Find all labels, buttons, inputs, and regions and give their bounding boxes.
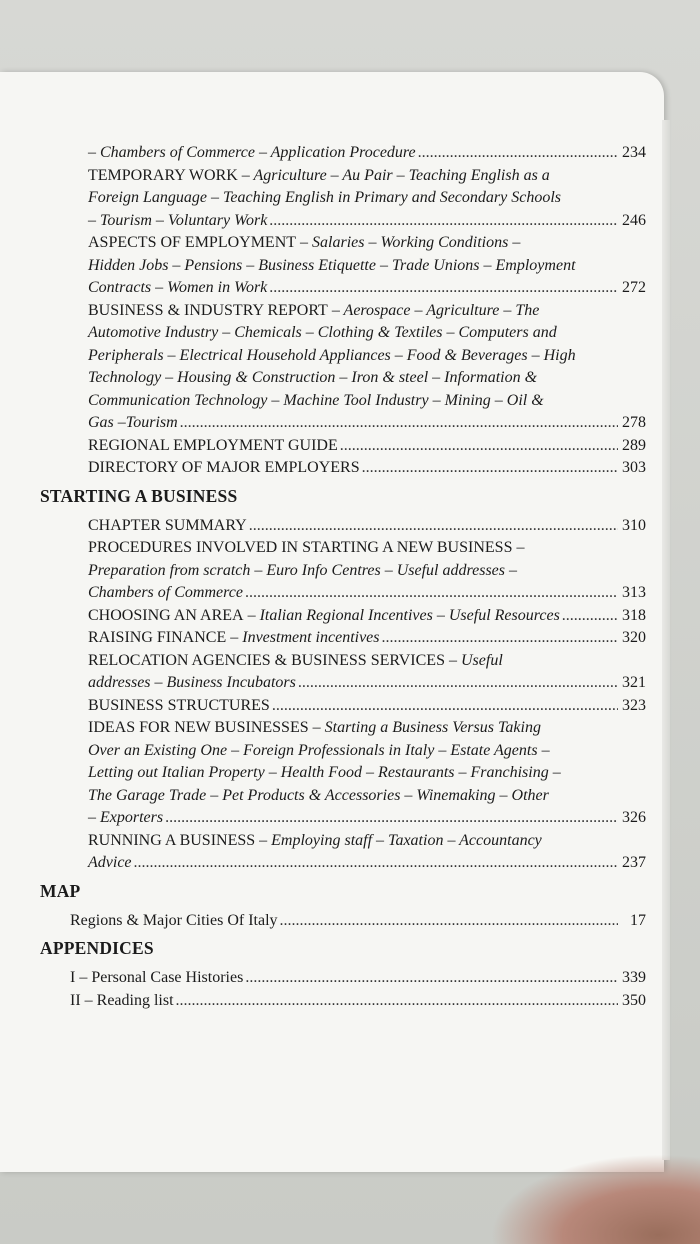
toc-entry-text: [70, 967, 243, 990]
toc-entry[interactable]: [88, 142, 652, 165]
leader-dots: [245, 582, 618, 605]
toc-entry-subtopics: – Italian Regional Incentives – Useful Resources: [243, 606, 560, 624]
toc-entry-text: [70, 990, 174, 1013]
toc-entry-subtopics: –: [512, 539, 525, 556]
toc-page-number: 246: [622, 211, 646, 229]
toc-entry-heading: CHOOSING AN AREA: [88, 606, 244, 624]
leader-dots: [269, 210, 618, 233]
toc-entry-heading: RUNNING A BUSINESS: [88, 831, 256, 849]
toc-section-appendices: [40, 938, 652, 1012]
toc-entry[interactable]: [88, 537, 652, 605]
toc-entry-subtopics: Automotive Industry – Chemicals – Clothing & Textiles – Computers and: [88, 324, 557, 341]
toc-entry-subtopics: Peripherals – Electrical Household Appliances – Food & Beverages – High: [88, 346, 576, 364]
toc-entry-heading-line: [70, 967, 646, 990]
toc-entries: [40, 515, 652, 875]
toc-entry[interactable]: [70, 910, 652, 933]
toc-page-number: 272: [622, 279, 646, 296]
leader-dots: [280, 910, 618, 933]
toc-page-number: 326: [622, 809, 646, 826]
toc-page-number: 17: [630, 911, 646, 929]
leader-dots: [165, 807, 618, 830]
toc-entry-text: [88, 537, 524, 560]
toc-entry-subtopics: – Starting a Business Versus Taking: [308, 719, 541, 736]
toc-entry-text: [88, 605, 560, 628]
toc-entry-heading-line: [88, 435, 646, 458]
toc-entries: [40, 910, 652, 933]
toc-entry-subtopics: Technology – Housing & Construction – Iron & steel – Information &: [88, 369, 538, 386]
section-title-starting-business: STARTING A BUSINESS: [40, 485, 238, 506]
toc-entry-subtopics: – Agriculture – Au Pair – Teaching English as a: [237, 166, 550, 184]
toc-entry-heading: IDEAS FOR NEW BUSINESSES: [88, 719, 309, 736]
leader-dots: [269, 277, 618, 300]
toc-entry-subtopics: Foreign Language – Teaching English in Primary and Secondary Schools: [88, 189, 561, 206]
toc-entry[interactable]: [88, 830, 652, 875]
leader-dots: [340, 435, 618, 458]
toc-entry-text: [88, 165, 550, 188]
toc-entry-last-line: [88, 412, 646, 435]
toc-entry[interactable]: [88, 515, 652, 538]
toc-entry-subtopics: Preparation from scratch – Euro Info Centres – Useful addresses –: [88, 561, 518, 579]
toc-entry-heading: BUSINESS & INDUSTRY REPORT: [88, 301, 328, 319]
toc-entry-heading: II – Reading list: [70, 991, 174, 1009]
toc-entry-text: [88, 627, 380, 650]
toc-entry-text: [88, 457, 360, 480]
toc-entry-subtopics: Communication Technology – Machine Tool Industry – Mining – Oil &: [88, 391, 544, 409]
toc-entry-last-line: [88, 277, 646, 300]
toc-entry[interactable]: [88, 232, 652, 300]
toc-entry[interactable]: [88, 300, 652, 435]
leader-dots: [245, 967, 618, 990]
section-title-map: MAP: [40, 880, 81, 901]
toc-entry-heading-line: [70, 910, 646, 933]
toc-entry-subtopics: – Exporters: [88, 809, 164, 826]
toc-entry-text: [88, 515, 247, 538]
toc-entry-subtopics: Advice: [88, 854, 132, 871]
toc-page-number: 318: [622, 606, 646, 624]
toc-entry-heading: RAISING FINANCE: [88, 629, 227, 646]
toc-entry-heading-line: [88, 627, 646, 650]
toc-page-number: 278: [622, 414, 646, 431]
toc-entry-subtopics: Letting out Italian Property – Health Food – Restaurants – Franchising –: [88, 764, 561, 781]
toc-entry-subtopics: Over an Existing One – Foreign Professionals in Italy – Estate Agents –: [88, 741, 550, 759]
toc-entry-last-line: [88, 852, 646, 875]
toc-entry[interactable]: [70, 990, 652, 1013]
toc-entry-heading-line: [88, 300, 646, 323]
toc-page-number: 237: [622, 854, 646, 871]
toc-entry-heading: RELOCATION AGENCIES & BUSINESS SERVICES: [88, 651, 445, 669]
leader-dots: [298, 672, 618, 695]
toc-entry-heading: REGIONAL EMPLOYMENT GUIDE: [88, 436, 338, 454]
toc-entry-subtopics: – Tourism – Voluntary Work: [88, 211, 268, 229]
table-of-contents: [40, 142, 652, 1012]
toc-entry-text: [88, 435, 338, 458]
leader-dots: [249, 515, 618, 538]
leader-dots: [176, 990, 618, 1013]
toc-entry-heading-line: [88, 232, 646, 255]
toc-entry[interactable]: [70, 967, 652, 990]
toc-entry[interactable]: [88, 435, 652, 458]
leader-dots: [362, 457, 618, 480]
toc-entry[interactable]: [88, 457, 652, 480]
toc-entry-heading-line: [88, 515, 646, 538]
toc-entry-heading: Regions & Major Cities Of Italy: [70, 911, 278, 929]
toc-entry-heading-line: [88, 695, 646, 718]
toc-entry-heading-line: [70, 990, 646, 1013]
toc-working-section: [40, 142, 652, 480]
toc-page-number: 320: [622, 629, 646, 646]
toc-entry-heading-line: [88, 717, 646, 740]
toc-entry-heading-line: [88, 605, 646, 628]
leader-dots: [562, 605, 618, 628]
toc-entry-text: [70, 910, 278, 933]
toc-entry-last-line: [88, 807, 646, 830]
toc-entry-heading-line: [88, 830, 646, 853]
toc-entry-heading: BUSINESS STRUCTURES: [88, 696, 270, 714]
toc-entry-heading: PROCEDURES INVOLVED IN STARTING A NEW BUSINESS: [88, 539, 513, 556]
leader-dots: [272, 695, 618, 718]
toc-entry-subtopics: – Salaries – Working Conditions –: [296, 234, 521, 251]
toc-entry-subtopics: Hidden Jobs – Pensions – Business Etiquette – Trade Unions – Employment: [88, 256, 576, 274]
toc-entry-subtopics: – Aerospace – Agriculture – The: [327, 301, 540, 319]
toc-entries: [40, 967, 652, 1012]
toc-entry-heading: DIRECTORY OF MAJOR EMPLOYERS: [88, 459, 360, 476]
toc-entry-last-line: [88, 672, 646, 695]
toc-entry-subtopics: – Chambers of Commerce – Application Procedure: [88, 144, 416, 161]
toc-entry-subtopics: – Investment incentives: [226, 629, 380, 646]
toc-page-number: 289: [622, 436, 646, 454]
toc-entry-subtopics: addresses – Business Incubators: [88, 674, 296, 691]
page-edge: [662, 120, 670, 1160]
toc-entry-heading-line: [88, 457, 646, 480]
toc-entry-subtopics: – Employing staff – Taxation – Accountancy: [255, 831, 542, 849]
toc-entry[interactable]: [88, 605, 652, 628]
toc-page-number: 234: [622, 144, 646, 161]
toc-page-number: 339: [622, 969, 646, 986]
leader-dots: [418, 142, 618, 165]
toc-entry-last-line: [88, 582, 646, 605]
toc-entry-heading: CHAPTER SUMMARY: [88, 516, 247, 534]
toc-page-number: 303: [622, 459, 646, 476]
toc-page-number: 310: [622, 516, 646, 534]
toc-entry-text: [88, 830, 542, 853]
toc-entry[interactable]: [88, 695, 652, 718]
toc-section-starting-business: [40, 486, 652, 875]
toc-entry-subtopics: Contracts – Women in Work: [88, 279, 268, 296]
toc-page-number: 350: [622, 991, 646, 1009]
toc-entry-heading-line: [88, 165, 646, 188]
leader-dots: [180, 412, 618, 435]
toc-entry-heading: I – Personal Case Histories: [70, 969, 244, 986]
leader-dots: [382, 627, 618, 650]
section-title-appendices: APPENDICES: [40, 938, 154, 958]
toc-entry[interactable]: [88, 717, 652, 830]
toc-entry-subtopics: – Useful: [444, 651, 503, 669]
toc-entry-text: [88, 695, 270, 718]
toc-entry-text: [88, 717, 541, 740]
toc-entry[interactable]: [88, 165, 652, 233]
toc-entry-last-line: [88, 142, 646, 165]
toc-entry-heading: TEMPORARY WORK: [88, 166, 238, 184]
toc-entry-text: [88, 650, 503, 673]
toc-section-map: [40, 881, 652, 933]
toc-entry[interactable]: [88, 650, 652, 695]
toc-page-number: 313: [622, 584, 646, 601]
toc-entry-text: [88, 300, 539, 323]
toc-entry-text: [88, 232, 520, 255]
toc-entry-subtopics: Chambers of Commerce: [88, 584, 243, 601]
toc-page-number: 321: [622, 674, 646, 691]
toc-entry-heading-line: [88, 537, 646, 560]
toc-entry-heading: ASPECTS OF EMPLOYMENT: [88, 234, 297, 251]
toc-entry[interactable]: [88, 627, 652, 650]
toc-entry-subtopics: The Garage Trade – Pet Products & Accessories – Winemaking – Other: [88, 786, 549, 804]
leader-dots: [134, 852, 618, 875]
thumb-finger: [490, 1154, 700, 1244]
toc-entry-last-line: [88, 210, 646, 233]
toc-entry-heading-line: [88, 650, 646, 673]
toc-entry-subtopics: Gas –Tourism: [88, 414, 178, 431]
toc-page-number: 323: [622, 696, 646, 714]
